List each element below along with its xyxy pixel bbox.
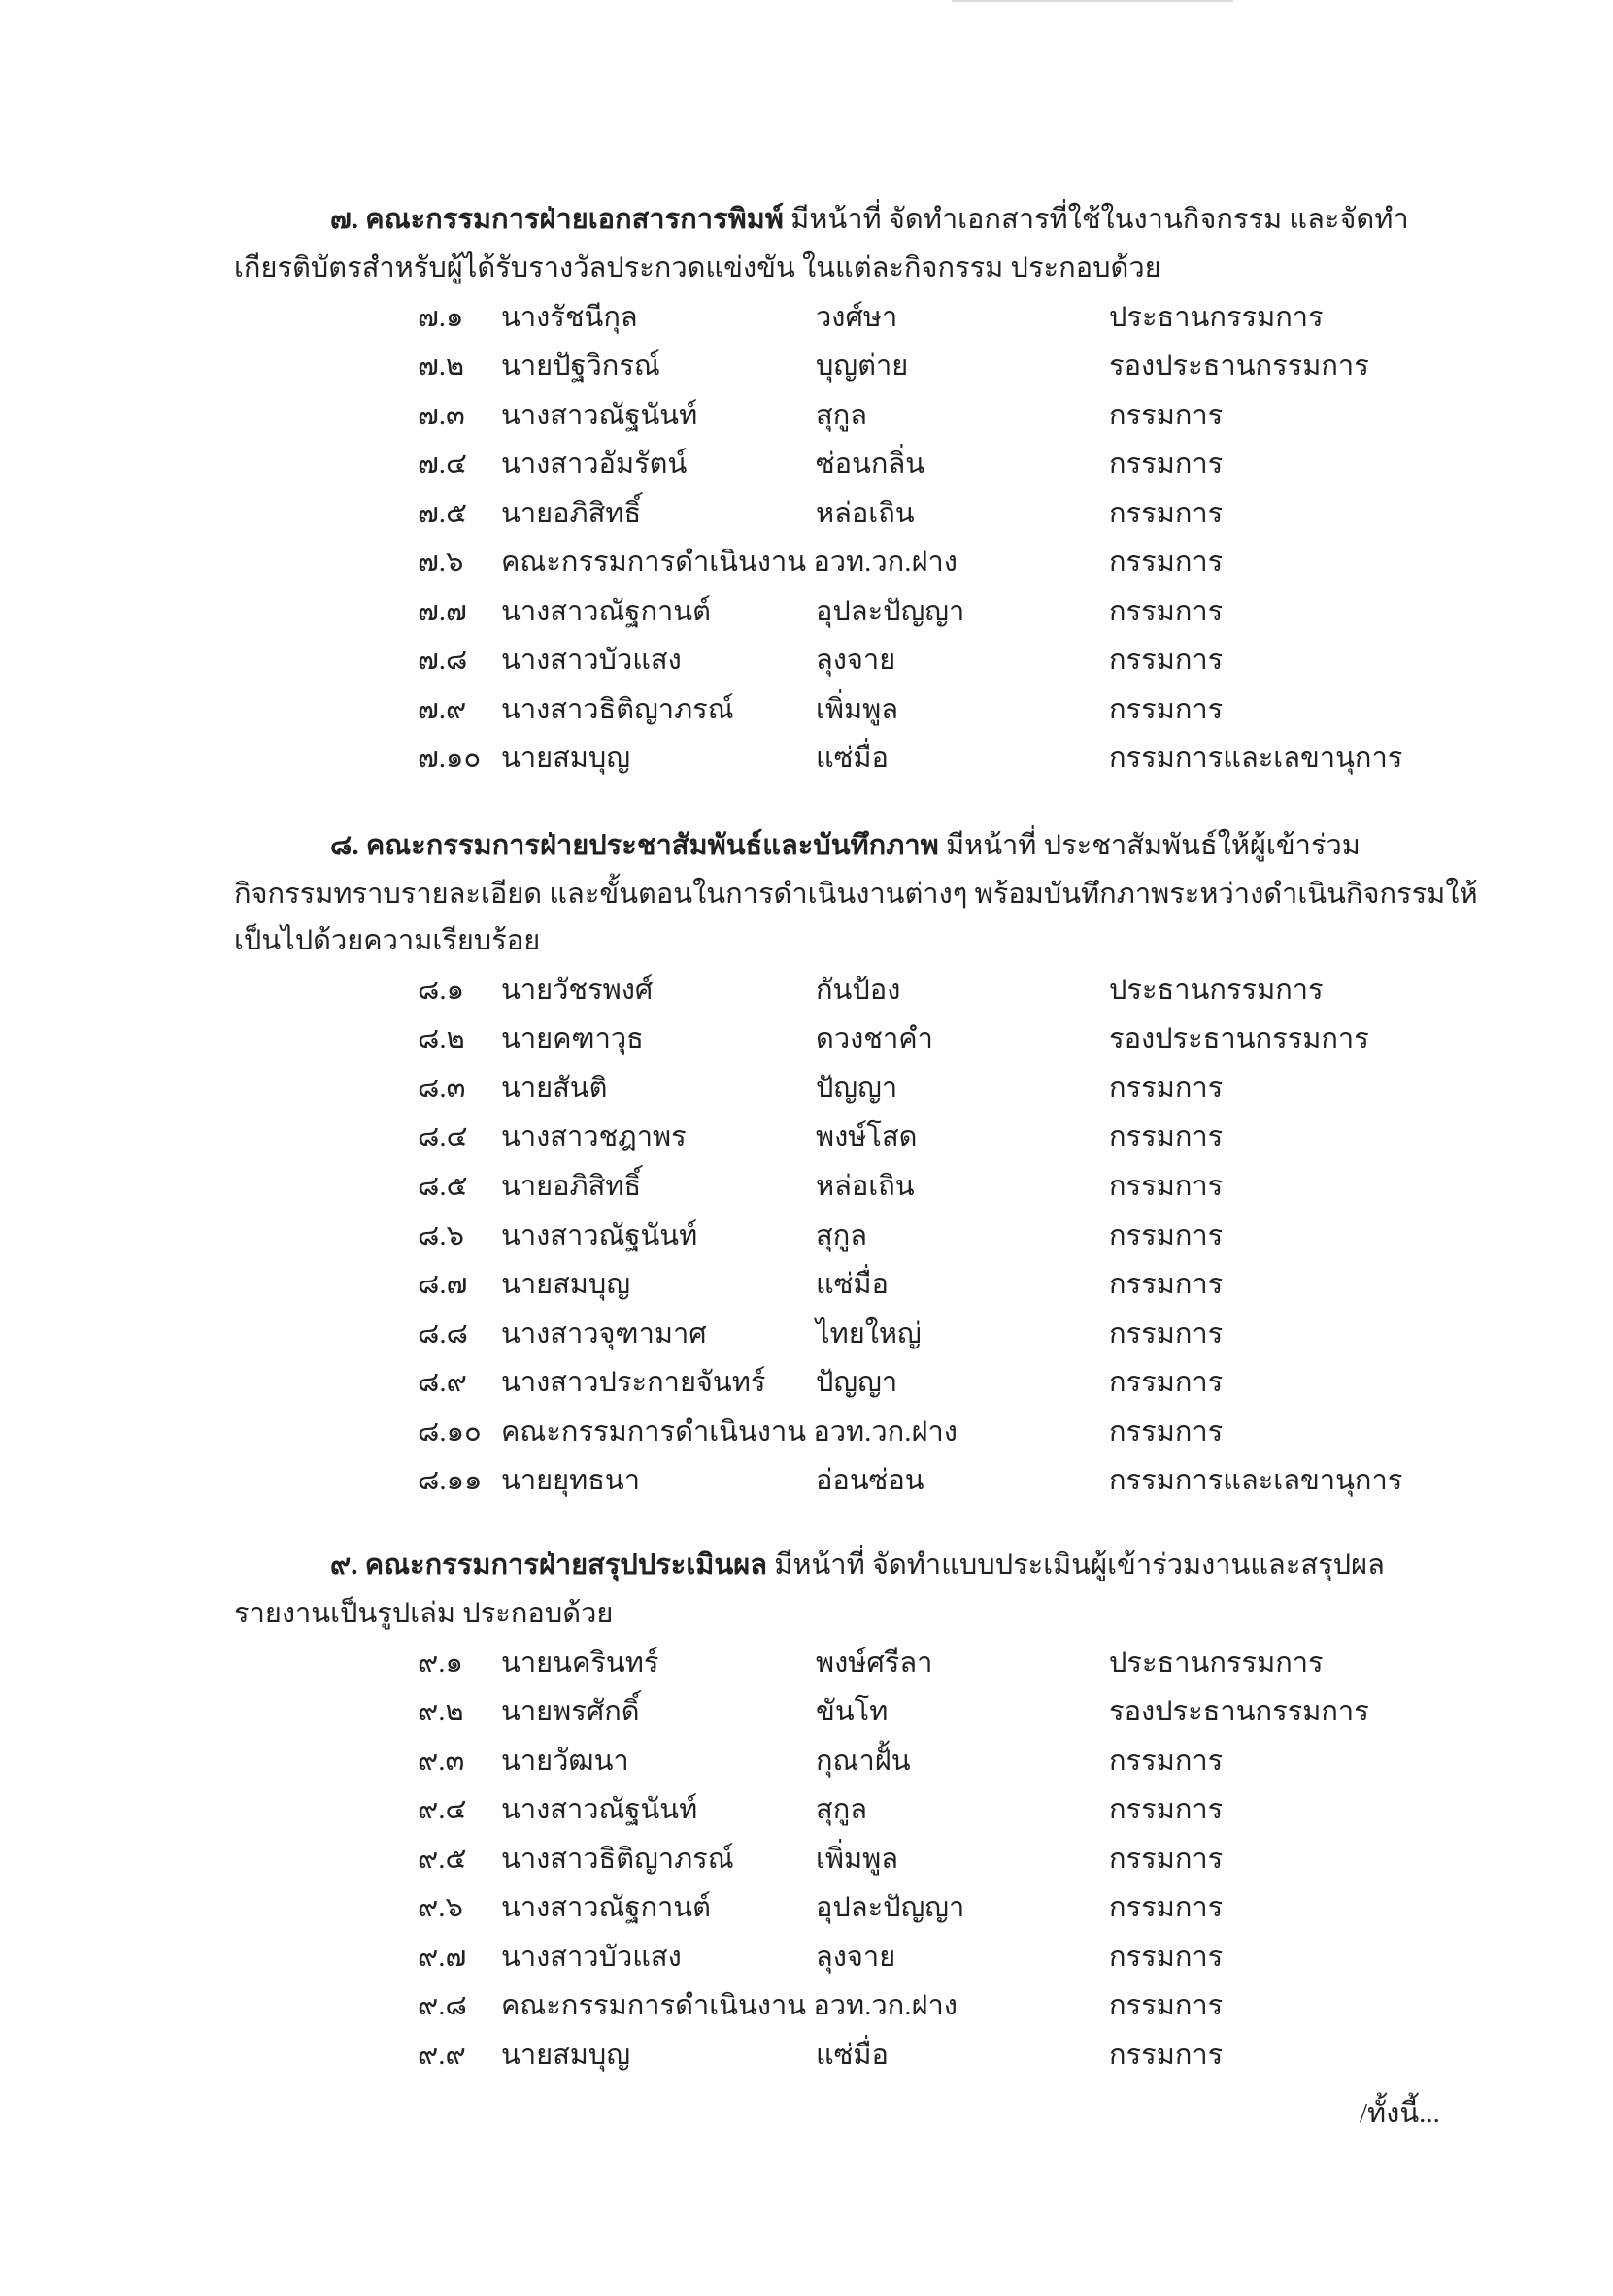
member-number: ๗.๑	[418, 301, 464, 333]
member-number: ๗.๒	[418, 350, 465, 383]
member-row	[0, 1687, 1613, 1736]
member-role: กรรมการ	[1109, 1745, 1224, 1777]
member-surname: วงศ์ษา	[816, 301, 898, 333]
member-number: ๘.๘	[418, 1317, 468, 1349]
member-surname: เพิ่มพูล	[816, 1843, 899, 1875]
member-number: ๗.๔	[418, 449, 468, 481]
member-role: กรรมการ	[1109, 1794, 1224, 1826]
member-role: กรรมการ	[1109, 645, 1224, 677]
member-surname: บุญต่าย	[816, 350, 909, 383]
member-surname: กันป้อง	[816, 974, 901, 1006]
member-name: นางสาวธิติญาภรณ์	[501, 1843, 734, 1875]
section-title: ๘. คณะกรรมการฝ่ายประชาสัมพันธ์และบันทึกภาพ	[330, 830, 939, 861]
member-name: นายสมบุญ	[501, 1269, 631, 1301]
member-role: กรรมการ	[1109, 1121, 1224, 1153]
member-number: ๘.๒	[418, 1023, 465, 1055]
section-title: ๗. คณะกรรมการฝ่ายเอกสารการพิมพ์	[330, 204, 784, 235]
member-row	[0, 1408, 1613, 1456]
member-name: นางสาวณัฐกานต์	[501, 595, 711, 627]
member-number: ๗.๖	[418, 547, 464, 579]
member-surname: ขันโท	[816, 1696, 889, 1728]
member-surname: ไทยใหญ่	[816, 1317, 922, 1349]
member-row	[0, 685, 1613, 734]
member-row	[0, 734, 1613, 782]
section-description-line: รายงานเป็นรูปเล่ม ประกอบด้วย	[234, 1597, 614, 1629]
member-name: นายนครินทร์	[501, 1647, 659, 1679]
member-surname: อุปละปัญญา	[816, 1892, 965, 1924]
member-number: ๗.๓	[418, 399, 465, 431]
member-row	[0, 1933, 1613, 1981]
member-row	[0, 489, 1613, 538]
member-row	[0, 440, 1613, 488]
member-row	[0, 587, 1613, 636]
member-number: ๗.๙	[418, 693, 467, 725]
member-role: รองประธานกรรมการ	[1109, 1696, 1369, 1728]
member-row	[0, 2031, 1613, 2080]
member-role: ประธานกรรมการ	[1109, 974, 1324, 1006]
member-row	[0, 1785, 1613, 1834]
member-name: นางสาวจุฑามาศ	[501, 1317, 707, 1349]
member-role: กรรมการ	[1109, 693, 1224, 725]
member-role: กรรมการ	[1109, 1892, 1224, 1924]
member-number: ๘.๖	[418, 1219, 465, 1251]
member-role: กรรมการ	[1109, 1941, 1224, 1973]
member-row	[0, 1113, 1613, 1161]
member-number: ๙.๔	[418, 1794, 467, 1826]
member-row	[0, 1358, 1613, 1407]
member-surname: หล่อเถิน	[816, 1171, 915, 1203]
member-surname: แซ่มื่อ	[816, 2039, 889, 2071]
member-name: นางสาวอัมรัตน์	[501, 449, 688, 481]
member-number: ๘.๑	[418, 974, 465, 1006]
member-surname: แซ่มื่อ	[816, 1269, 889, 1301]
member-name: นายอภิสิทธิ์	[501, 497, 642, 529]
member-surname: สุกูล	[816, 1219, 868, 1251]
member-row	[0, 1981, 1613, 2030]
member-name: นายพรศักดิ์	[501, 1696, 640, 1728]
member-name: นายปัฐวิกรณ์	[501, 350, 660, 383]
member-name: นายวัชรพงศ์	[501, 974, 654, 1006]
member-number: ๙.๗	[418, 1941, 467, 1973]
member-name: คณะกรรมการดำเนินงาน อวท.วก.ฝาง	[501, 1415, 958, 1447]
member-role: กรรมการ	[1109, 1415, 1224, 1447]
member-surname: อ่อนซ่อน	[816, 1465, 924, 1497]
member-name: คณะกรรมการดำเนินงาน อวท.วก.ฝาง	[501, 547, 958, 579]
member-name: นางสาวณัฐนันท์	[501, 1794, 698, 1826]
member-role: กรรมการ	[1109, 1317, 1224, 1349]
member-surname: ปัญญา	[816, 1367, 898, 1399]
member-name: นางรัชนีกุล	[501, 301, 638, 333]
member-number: ๙.๖	[418, 1892, 463, 1924]
member-number: ๙.๑	[418, 1647, 463, 1679]
member-number: ๘.๔	[418, 1121, 468, 1153]
member-role: กรรมการ	[1109, 1990, 1224, 2022]
member-number: ๘.๓	[418, 1072, 466, 1104]
section-heading	[330, 821, 1361, 870]
section-duty: มีหน้าที่ จัดทำเอกสารที่ใช้ในงานกิจกรรม และจัดทำ	[790, 204, 1409, 235]
member-row	[0, 293, 1613, 342]
member-role: กรรมการ	[1109, 449, 1224, 481]
member-row	[0, 391, 1613, 440]
member-row	[0, 342, 1613, 390]
scan-edge-mark	[952, 0, 1233, 2]
member-row	[0, 1260, 1613, 1309]
member-name: นางสาวบัวแสง	[501, 1941, 682, 1973]
member-row	[0, 1212, 1613, 1260]
member-surname: ลุงจาย	[816, 645, 896, 677]
member-name: นางสาวบัวแสง	[501, 645, 682, 677]
member-row	[0, 1883, 1613, 1932]
member-name: นายวัฒนา	[501, 1745, 629, 1777]
member-number: ๗.๑๐	[418, 743, 482, 775]
member-number: ๘.๙	[418, 1367, 467, 1399]
member-surname: พงษ์ศรีลา	[816, 1647, 933, 1679]
member-name: นายอภิสิทธิ์	[501, 1171, 642, 1203]
section-duty: มีหน้าที่ จัดทำแบบประเมินผู้เข้าร่วมงานและสรุปผล	[774, 1549, 1385, 1581]
member-surname: กุณาฝั้น	[816, 1745, 911, 1777]
member-role: กรรมการ	[1109, 595, 1224, 627]
section-title: ๙. คณะกรรมการฝ่ายสรุปประเมินผล	[330, 1549, 767, 1581]
member-number: ๙.๘	[418, 1990, 467, 2022]
member-row	[0, 1310, 1613, 1358]
member-role: รองประธานกรรมการ	[1109, 1023, 1369, 1055]
member-number: ๘.๗	[418, 1269, 468, 1301]
member-role: กรรมการและเลขานุการ	[1109, 1465, 1403, 1497]
member-role: ประธานกรรมการ	[1109, 1647, 1324, 1679]
member-number: ๙.๕	[418, 1843, 467, 1875]
member-number: ๙.๙	[418, 2039, 466, 2071]
member-name: นางสาวประกายจันทร์	[501, 1367, 766, 1399]
member-row	[0, 1835, 1613, 1883]
member-role: ประธานกรรมการ	[1109, 301, 1324, 333]
member-name: นายคฑาวุธ	[501, 1023, 644, 1055]
continuation-note: /ทั้งนี้...	[1360, 2098, 1440, 2129]
member-surname: หล่อเถิน	[816, 497, 915, 529]
member-name: นางสาวชฎาพร	[501, 1121, 687, 1153]
member-role: กรรมการ	[1109, 1219, 1224, 1251]
member-surname: แซ่มื่อ	[816, 743, 889, 775]
member-number: ๘.๑๐	[418, 1415, 482, 1447]
member-row	[0, 1162, 1613, 1211]
member-row	[0, 1737, 1613, 1785]
member-name: นายยุทธนา	[501, 1465, 641, 1497]
member-row	[0, 538, 1613, 586]
member-number: ๘.๕	[418, 1171, 468, 1203]
member-row	[0, 1639, 1613, 1687]
member-surname: สุกูล	[816, 1794, 868, 1826]
member-row	[0, 1015, 1613, 1063]
member-role: กรรมการและเลขานุการ	[1109, 743, 1403, 775]
member-role: กรรมการ	[1109, 1269, 1224, 1301]
member-role: กรรมการ	[1109, 1171, 1224, 1203]
section-heading	[330, 1541, 1385, 1589]
member-name: คณะกรรมการดำเนินงาน อวท.วก.ฝาง	[501, 1990, 958, 2022]
member-name: นางสาวณัฐนันท์	[501, 1219, 698, 1251]
member-name: นายสมบุญ	[501, 2039, 631, 2071]
member-role: กรรมการ	[1109, 2039, 1224, 2071]
member-surname: อุปละปัญญา	[816, 595, 965, 627]
section-description-line: กิจกรรมทราบรายละเอียด และขั้นตอนในการดำเนินงานต่างๆ พร้อมบันทึกภาพระหว่างดำเนินกิจกรรมให้	[234, 878, 1478, 910]
section-heading	[330, 195, 1409, 244]
member-surname: ปัญญา	[816, 1072, 898, 1104]
member-name: นายสันติ	[501, 1072, 608, 1104]
member-surname: ดวงชาคำ	[816, 1023, 933, 1055]
member-role: กรรมการ	[1109, 1072, 1224, 1104]
member-surname: พงษ์โสด	[816, 1121, 918, 1153]
member-row	[0, 966, 1613, 1015]
member-surname: เพิ่มพูล	[816, 693, 899, 725]
member-surname: ซ่อนกลิ่น	[816, 449, 925, 481]
member-number: ๗.๘	[418, 645, 468, 677]
member-role: รองประธานกรรมการ	[1109, 350, 1369, 383]
member-role: กรรมการ	[1109, 399, 1224, 431]
member-row	[0, 1064, 1613, 1113]
member-number: ๗.๕	[418, 497, 468, 529]
member-role: กรรมการ	[1109, 547, 1224, 579]
member-number: ๘.๑๑	[418, 1465, 483, 1497]
member-name: นางสาวณัฐกานต์	[501, 1892, 711, 1924]
section-duty: มีหน้าที่ ประชาสัมพันธ์ให้ผู้เข้าร่วม	[945, 830, 1361, 861]
section-description-line: เกียรติบัตรสำหรับผู้ได้รับรางวัลประกวดแข่งขัน ในแต่ละกิจกรรม ประกอบด้วย	[234, 251, 1161, 283]
member-row	[0, 636, 1613, 684]
member-name: นางสาวณัฐนันท์	[501, 399, 698, 431]
member-role: กรรมการ	[1109, 497, 1224, 529]
member-row	[0, 1456, 1613, 1505]
member-number: ๙.๒	[418, 1696, 464, 1728]
member-name: นายสมบุญ	[501, 743, 631, 775]
member-surname: ลุงจาย	[816, 1941, 896, 1973]
member-role: กรรมการ	[1109, 1367, 1224, 1399]
member-number: ๗.๗	[418, 595, 467, 627]
member-surname: สุกูล	[816, 399, 868, 431]
member-role: กรรมการ	[1109, 1843, 1224, 1875]
member-name: นางสาวธิติญาภรณ์	[501, 693, 734, 725]
member-number: ๙.๓	[418, 1745, 465, 1777]
section-description-line: เป็นไปด้วยความเรียบร้อย	[234, 925, 541, 957]
